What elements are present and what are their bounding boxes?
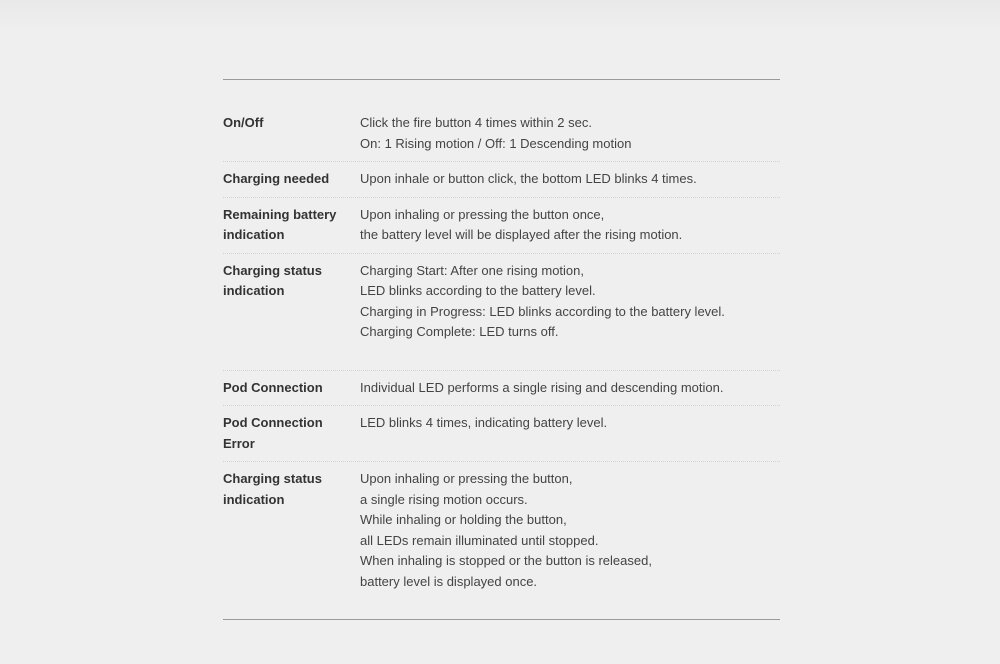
spec-label: Charging needed xyxy=(223,171,330,186)
spec-row-pod-connection-error xyxy=(223,405,780,461)
spec-label: Remaining battery indication xyxy=(223,206,337,242)
spec-label: Charging status indication xyxy=(223,471,322,507)
spec-value: Individual LED performs a single rising and descending motion. xyxy=(360,379,724,395)
spec-value: Upon inhaling or pressing the button once, the battery level will be displayed after the rising motion. xyxy=(360,206,683,242)
spec-row-charging-status xyxy=(223,253,780,370)
spec-row-charging-needed xyxy=(223,161,780,197)
spec-row-pod-connection xyxy=(223,370,780,406)
spec-table xyxy=(223,79,780,620)
spec-label: Pod Connection xyxy=(223,379,323,395)
spec-label: Charging status indication xyxy=(223,262,322,298)
top-shade xyxy=(0,0,1000,30)
spec-value: Upon inhale or button click, the bottom LED blinks 4 times. xyxy=(360,171,697,186)
spec-row-charging-status-2 xyxy=(223,461,780,619)
spec-value: LED blinks 4 times, indicating battery level. xyxy=(360,415,608,430)
spec-value: Upon inhaling or pressing the button, a single rising motion occurs. While inhaling or holding the button, all LEDs remain illuminated until stopped. When inhaling is stopped or the button is released, battery level is displayed once. xyxy=(360,471,652,589)
spec-label: Pod Connection Error xyxy=(223,415,323,451)
spec-label: On/Off xyxy=(223,115,264,130)
spec-row-on-off xyxy=(223,80,780,161)
spec-value: Click the fire button 4 times within 2 sec. On: 1 Rising motion / Off: 1 Descending motion xyxy=(360,115,632,151)
spec-value: Charging Start: After one rising motion, LED blinks according to the battery level. Charging in Progress: LED blinks according to the battery level. Charging Complete: LED turns off. xyxy=(360,262,725,339)
spec-row-remaining-battery xyxy=(223,197,780,253)
